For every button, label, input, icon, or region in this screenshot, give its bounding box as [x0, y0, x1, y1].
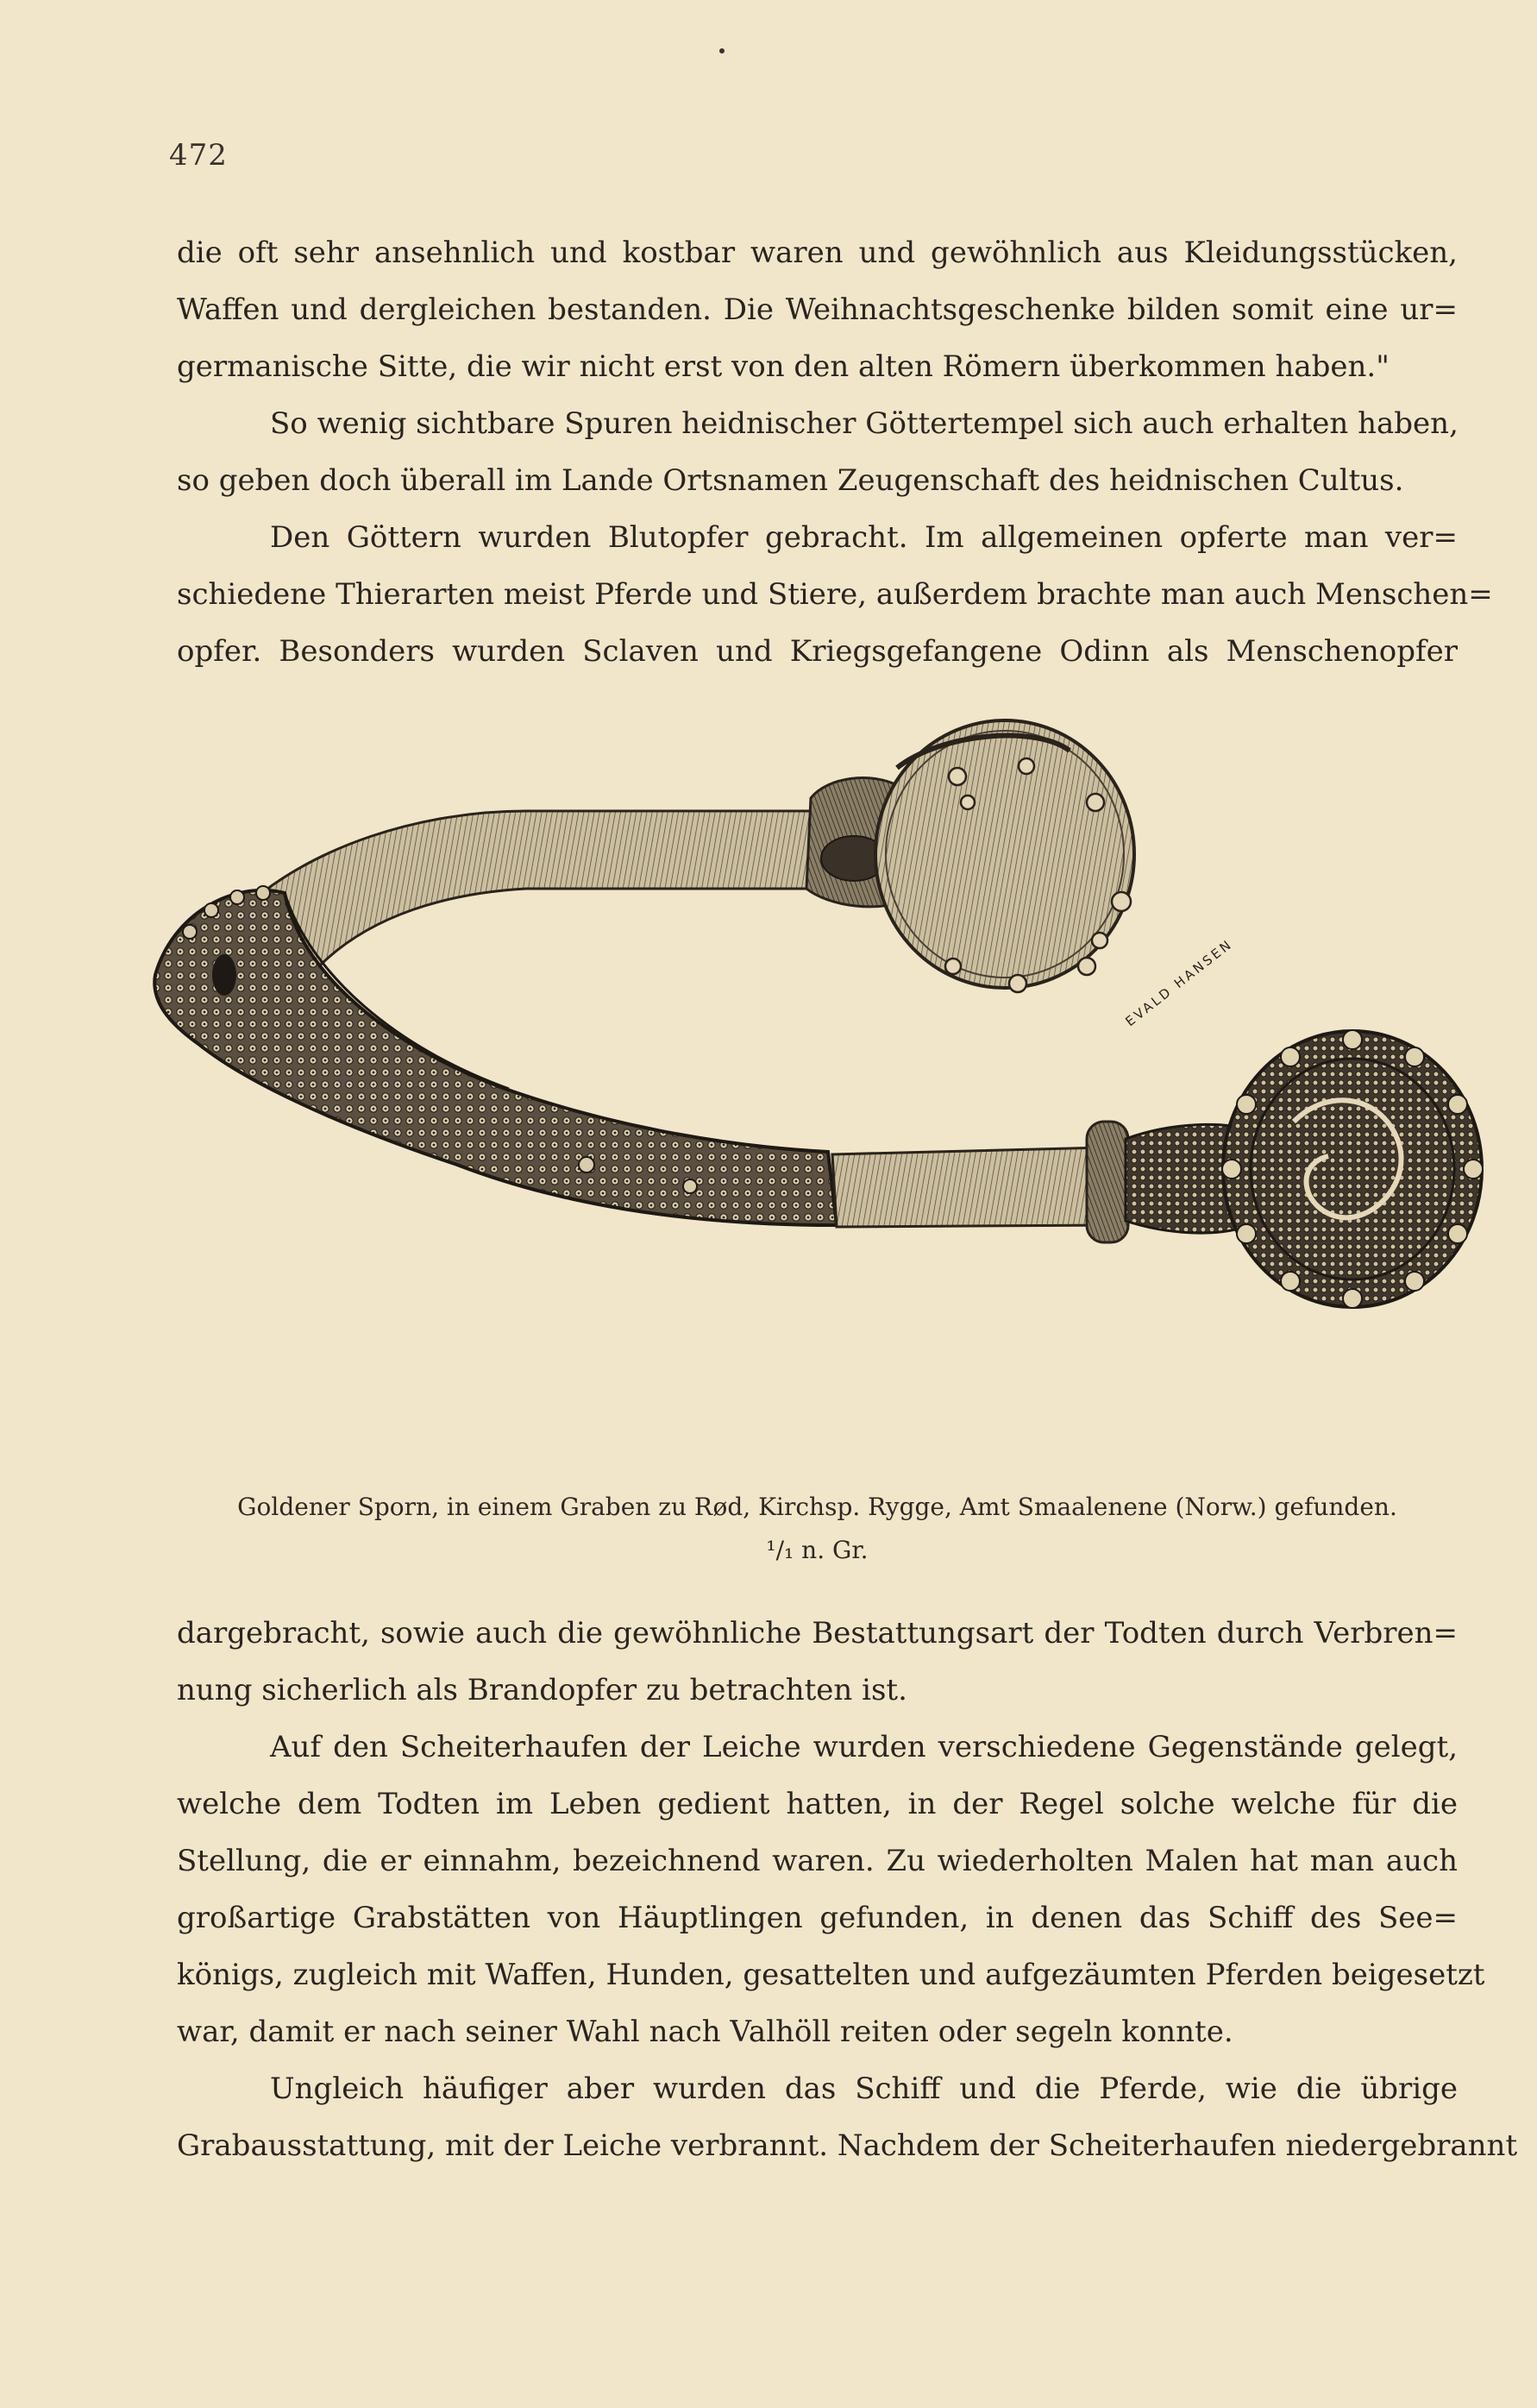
text-line: Den Göttern wurden Blutopfer gebracht. Im allgemeinen opferte man ver= — [270, 520, 1458, 555]
engraver-signature — [1122, 936, 1235, 1029]
text-block-top — [177, 224, 1493, 680]
text-block-bottom — [177, 1605, 1518, 2174]
text-line: Grabausstattung, mit der Leiche verbrannt. Nachdem der Scheiterhaufen niedergebrannt — [177, 2128, 1518, 2163]
text-line: königs, zugleich mit Waffen, Hunden, gesattelten und aufgezäumten Pferden beigesetzt — [177, 1958, 1485, 1992]
caption-scale: ¹/₁ n. Gr. — [766, 1536, 869, 1564]
text-line: opfer. Besonders wurden Sclaven und Kriegsgefangene Odinn als Menschenopfer — [177, 634, 1458, 669]
text-line: welche dem Todten im Leben gedient hatten, in der Regel solche welche für die — [177, 1787, 1458, 1821]
engraver-signature-text: EVALD HANSEN — [1122, 935, 1236, 1030]
text-line: die oft sehr ansehnlich und kostbar waren und gewöhnlich aus Kleidungsstücken, — [177, 236, 1458, 270]
spur-lower-arm — [154, 886, 837, 1225]
spur-lower-neck — [832, 1122, 1251, 1242]
text-line: Waffen und dergleichen bestanden. Die Weihnachtsgeschenke bilden somit eine ur= — [177, 292, 1458, 327]
text-line: dargebracht, sowie auch die gewöhnliche Bestattungsart der Todten durch Verbren= — [177, 1616, 1458, 1650]
page-mark — [719, 48, 725, 53]
text-line: schiedene Thierarten meist Pferde und Stiere, außerdem brachte man auch Menschen= — [177, 577, 1493, 612]
text-line: germanische Sitte, die wir nicht erst von den alten Römern überkommen haben." — [177, 349, 1390, 384]
spur-top-disc — [875, 720, 1134, 992]
figure-caption — [177, 1486, 1458, 1572]
text-line: großartige Grabstätten von Häuptlingen gefunden, in denen das Schiff des See= — [177, 1901, 1458, 1935]
text-line: Ungleich häufiger aber wurden das Schiff und die Pferde, wie die übrige — [270, 2072, 1458, 2106]
text-line: Auf den Scheiterhaufen der Leiche wurden verschiedene Gegenstände gelegt, — [270, 1730, 1458, 1764]
text-line: so geben doch überall im Lande Ortsnamen Zeugenschaft des heidnischen Cultus. — [177, 463, 1404, 498]
spur-upper-arm — [242, 778, 914, 966]
text-line: war, damit er nach seiner Wahl nach Valhöll reiten oder segeln konnte. — [177, 2015, 1233, 2049]
text-line: nung sicherlich als Brandopfer zu betrachten ist. — [177, 1673, 907, 1707]
spur-illustration — [138, 716, 1484, 1475]
text-line: Stellung, die er einnahm, bezeichnend waren. Zu wiederholten Malen hat man auch — [177, 1844, 1458, 1878]
caption-line: Goldener Sporn, in einem Graben zu Rød, Kirchsp. Rygge, Amt Smaalenene (Norw.) gefunden. — [237, 1493, 1397, 1521]
page-number: 472 — [169, 138, 228, 173]
text-line: So wenig sichtbare Spuren heidnischer Göttertempel sich auch erhalten haben, — [270, 406, 1459, 441]
spur-lower-disc — [1222, 1030, 1483, 1308]
